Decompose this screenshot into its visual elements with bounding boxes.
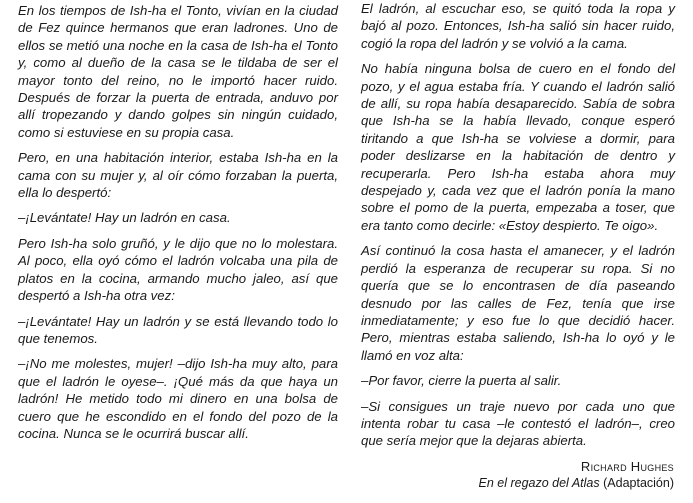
story-dialogue: –Por favor, cierre la puerta al salir. xyxy=(361,373,562,389)
author-name: Richard Hughes xyxy=(580,459,674,474)
story-paragraph: Pero Ish-ha solo gruñó, y le dijo que no lo molestara. Al poco, ella oyó cómo el ladrón volcaba una pila de platos en la cocina, armando mucho jaleo, así que despertó a Ish-ha otra vez: xyxy=(18,235,338,304)
story-paragraph: En los tiempos de Ish-ha el Tonto, vivían en la ciudad de Fez quince hermanos que eran ladrones. Uno de ellos se metió una noche en la casa de Ish-ha el Tonto y, como al dueño de la casa se le tildaba de ser el mayor tonto del reino, no le importó hacer ruido. Después de forzar la puerta de entrada, anduvo por allí tropezando y dando golpes sin ningún cuidado, como si estuviese en su propia casa. xyxy=(18,3,338,140)
story-right-column xyxy=(361,0,675,458)
attribution xyxy=(479,458,675,492)
source-line xyxy=(479,475,675,492)
story-dialogue: –¡No me molestes, mujer! –dijo Ish-ha muy alto, para que el ladrón le oyese–. ¡Qué más da que haya un ladrón! He metido todo mi dinero en una bolsa de cuero que he escondido en el fondo del pozo de la cocina. Nunca se le ocurrirá buscar allí. xyxy=(18,356,338,441)
source-title: En el regazo del Atlas xyxy=(478,476,600,490)
story-paragraph: No había ninguna bolsa de cuero en el fondo del pozo, y el agua estaba fría. Y cuando el ladrón salió de allí, su ropa había desaparecido. Sabía de sobra que Ish-ha se la había llevado, conque esperó tiritando a que Ish-ha se volviese a dormir, para poder deslizarse en la habitación de dentro y recuperarla. Pero Ish-ha estaba ahora muy despejado y, cada vez que el ladrón ponía la mano sobre el pomo de la puerta, empezaba a toser, que era tanto como decirle: «Estoy despierto. Te oigo». xyxy=(361,61,675,233)
story-paragraph: El ladrón, al escuchar eso, se quitó toda la ropa y bajó al pozo. Entonces, Ish-ha salió sin hacer ruido, cogió la ropa del ladrón y se volvió a la cama. xyxy=(361,1,675,51)
story-left-column xyxy=(18,2,338,450)
story-dialogue: –¡Levántate! Hay un ladrón en casa. xyxy=(18,210,231,226)
story-paragraph: Así continuó la cosa hasta el amanecer, y el ladrón perdió la esperanza de recuperar su ropa. Si no quería que se lo encontrasen de día paseando desnudo por las calles de Fez, tenía que irse inmediatamente; y eso fue lo que decidió hacer. Pero, mientras estaba saliendo, Ish-ha lo oyó y le llamó en voz alta: xyxy=(361,243,675,363)
story-dialogue: –Si consigues un traje nuevo por cada uno que intenta robar tu casa –le contestó el ladrón–, creo que sería mejor que la dejaras abierta. xyxy=(361,398,675,449)
source-note: (Adaptación) xyxy=(603,476,674,490)
story-dialogue: –¡Levántate! Hay un ladrón y se está llevando todo lo que tenemos. xyxy=(18,313,338,346)
story-paragraph: Pero, en una habitación interior, estaba Ish-ha en la cama con su mujer y, al oír cómo forzaban la puerta, ella lo despertó: xyxy=(18,150,338,201)
